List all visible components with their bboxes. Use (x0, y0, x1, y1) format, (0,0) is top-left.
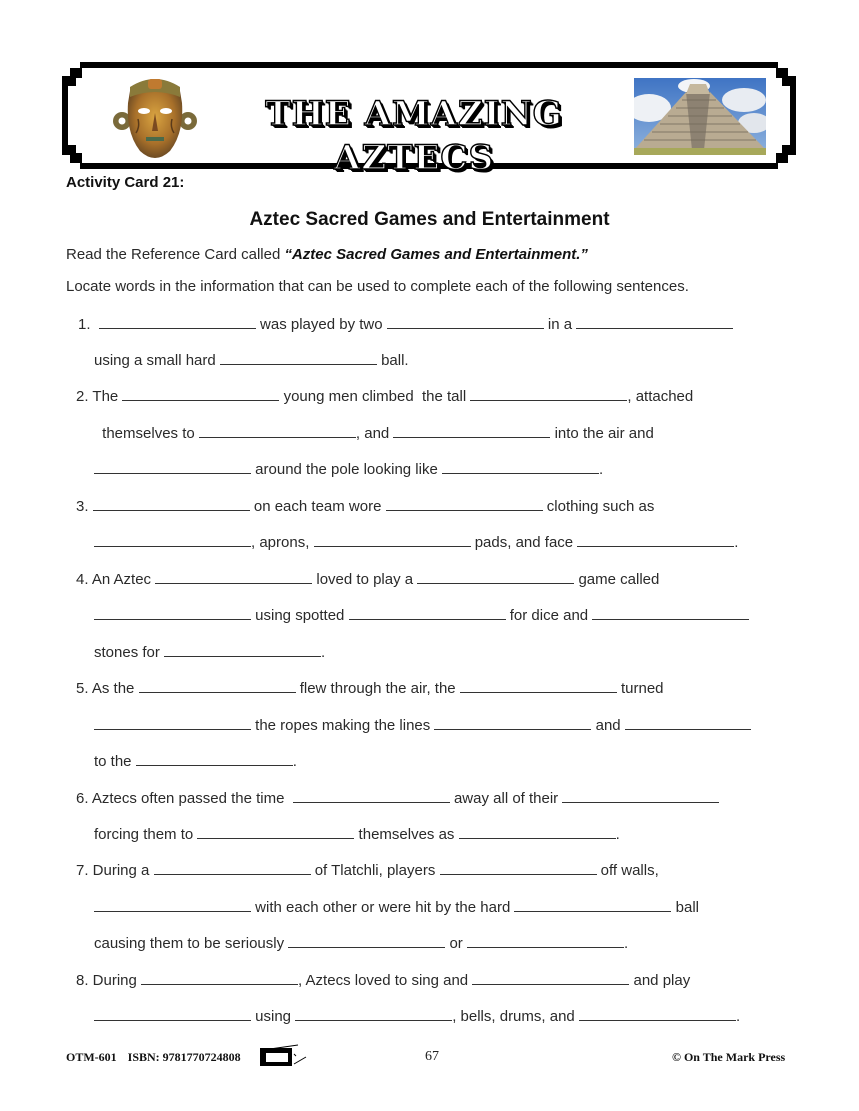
sentence-text: and play (629, 972, 691, 989)
sentence-text: and (591, 717, 625, 734)
question-7-continuation (94, 898, 699, 916)
answer-blank[interactable] (576, 315, 733, 329)
sentence-text: pads, and face (470, 534, 578, 551)
sentence-text: for dice and (505, 607, 593, 624)
sentence-text: clothing such as (542, 498, 655, 515)
sentence-text: stones for (94, 644, 165, 661)
answer-blank[interactable] (93, 497, 250, 511)
answer-blank[interactable] (514, 898, 671, 912)
question-8-continuation (94, 1007, 740, 1025)
answer-blank[interactable] (625, 716, 751, 730)
sentence-text: , attached (627, 388, 694, 405)
answer-blank[interactable] (155, 570, 312, 584)
answer-blank[interactable] (417, 570, 574, 584)
frame-corner (62, 76, 76, 86)
answer-blank[interactable] (393, 424, 550, 438)
answer-blank[interactable] (592, 606, 749, 620)
answer-blank[interactable] (293, 789, 450, 803)
sentence-text: 6. Aztecs often passed the time (76, 790, 293, 807)
question-6 (76, 789, 719, 807)
question-2 (76, 387, 693, 405)
answer-blank[interactable] (94, 533, 251, 547)
sentence-text: away all of their (449, 790, 563, 807)
question-5-continuation (94, 716, 751, 734)
sentence-text: forcing them to (94, 826, 198, 843)
copyright: © On The Mark Press (672, 1050, 786, 1064)
answer-blank[interactable] (99, 315, 256, 329)
sentence-text: 7. During a (76, 862, 154, 879)
question-4-continuation (94, 606, 749, 624)
question-3 (76, 497, 654, 515)
sentence-text: 5. As the (76, 680, 139, 697)
answer-blank[interactable] (349, 606, 506, 620)
aztec-mask-image (110, 73, 200, 165)
answer-blank[interactable] (136, 752, 293, 766)
product-code: OTM-601 (66, 1050, 117, 1064)
isbn: ISBN: 9781770724808 (127, 1050, 241, 1064)
question-2-continuation (94, 460, 603, 478)
sentence-text: . (292, 753, 297, 770)
sentence-text: with each other or were hit by the hard (251, 899, 515, 916)
sentence-text: . (735, 1008, 741, 1025)
sentence-text: using (251, 1008, 296, 1025)
answer-blank[interactable] (442, 460, 599, 474)
sentence-text: off walls, (596, 862, 659, 879)
question-7 (76, 861, 659, 879)
activity-card-label: Activity Card 21: (66, 174, 185, 191)
answer-blank[interactable] (94, 716, 251, 730)
sentence-text: flew through the air, the (295, 680, 460, 697)
sentence-text: turned (616, 680, 664, 697)
sentence-text: of Tlatchli, players (310, 862, 440, 879)
question-5-continuation (94, 752, 297, 770)
answer-blank[interactable] (141, 971, 298, 985)
banner-title: THE AMAZING AZTECS (265, 94, 563, 178)
answer-blank[interactable] (94, 1007, 251, 1021)
question-1-continuation (94, 351, 409, 369)
sentence-text: themselves as (354, 826, 459, 843)
reference-card-title: “Aztec Sacred Games and Entertainment.” (284, 246, 588, 263)
answer-blank[interactable] (220, 351, 377, 365)
answer-blank[interactable] (562, 789, 719, 803)
answer-blank[interactable] (94, 460, 251, 474)
sentence-text: causing them to be seriously (94, 935, 289, 952)
answer-blank[interactable] (460, 679, 617, 693)
question-2-continuation (98, 424, 654, 442)
sentence-text: using a small hard (94, 352, 220, 369)
instruction-locate-words: Locate words in the information that can be used to complete each of the following sentences. (66, 278, 689, 295)
sentence-text: into the air and (550, 425, 654, 442)
answer-blank[interactable] (197, 825, 354, 839)
frame-corner (782, 76, 796, 86)
sentence-text: game called (574, 571, 660, 588)
answer-blank[interactable] (472, 971, 629, 985)
question-5 (76, 679, 664, 697)
answer-blank[interactable] (470, 387, 627, 401)
sentence-text: 4. An Aztec (76, 571, 156, 588)
sentence-text: , aprons, (251, 534, 314, 551)
page-number: 67 (425, 1049, 439, 1064)
sentence-text: was played by two (255, 316, 387, 333)
answer-blank[interactable] (579, 1007, 736, 1021)
answer-blank[interactable] (139, 679, 296, 693)
sentence-text: , Aztecs loved to sing and (298, 972, 473, 989)
answer-blank[interactable] (154, 861, 311, 875)
frame-border-left (62, 84, 68, 147)
sentence-text: using spotted (251, 607, 349, 624)
answer-blank[interactable] (288, 934, 445, 948)
answer-blank[interactable] (314, 533, 471, 547)
sentence-text: 2. The (76, 388, 123, 405)
frame-border-right (790, 84, 796, 147)
sentence-text: ball (671, 899, 700, 916)
answer-blank[interactable] (434, 716, 591, 730)
sentence-text: 8. During (76, 972, 142, 989)
answer-blank[interactable] (387, 315, 544, 329)
sentence-text: 3. (76, 498, 93, 515)
publisher-logo-icon (258, 1044, 310, 1068)
question-4-continuation (94, 643, 325, 661)
sentence-text: 1. (78, 316, 99, 333)
sentence-text: or (445, 935, 467, 952)
answer-blank[interactable] (199, 424, 356, 438)
answer-blank[interactable] (164, 643, 321, 657)
sentence-text: . (615, 826, 620, 843)
answer-blank[interactable] (94, 898, 251, 912)
sentence-text: , bells, drums, and (452, 1008, 579, 1025)
sentence-text: to the (94, 753, 136, 770)
sentence-text: . (598, 461, 604, 478)
sentence-text: on each team wore (249, 498, 386, 515)
answer-blank[interactable] (577, 533, 734, 547)
answer-blank[interactable] (467, 934, 624, 948)
instruction-text: Read the Reference Card called (66, 246, 285, 263)
answer-blank[interactable] (94, 606, 251, 620)
frame-border-top (80, 62, 778, 68)
instruction-read-reference (66, 246, 588, 263)
card-title: Aztec Sacred Games and Entertainment (249, 209, 610, 230)
question-1 (78, 315, 733, 333)
sentence-text: , and (355, 425, 394, 442)
question-6-continuation (94, 825, 620, 843)
question-3-continuation (94, 533, 738, 551)
pyramid-photo (634, 78, 766, 155)
question-8 (76, 971, 690, 989)
sentence-text: . (734, 534, 739, 551)
sentence-text: around the pole looking like (251, 461, 442, 478)
frame-corner (62, 145, 76, 155)
footer-publication-info (66, 1050, 241, 1065)
answer-blank[interactable] (386, 497, 543, 511)
sentence-text: young men climbed the tall (279, 388, 471, 405)
answer-blank[interactable] (295, 1007, 452, 1021)
sentence-text: loved to play a (312, 571, 418, 588)
answer-blank[interactable] (440, 861, 597, 875)
sentence-text: . (623, 935, 629, 952)
answer-blank[interactable] (459, 825, 616, 839)
sentence-text: the ropes making the lines (251, 717, 435, 734)
sentence-text: ball. (376, 352, 409, 369)
sentence-text: in a (543, 316, 577, 333)
sentence-text: . (321, 644, 326, 661)
sentence-text: themselves to (98, 425, 199, 442)
question-7-continuation (94, 934, 628, 952)
frame-corner (782, 145, 796, 155)
question-4 (76, 570, 659, 588)
answer-blank[interactable] (122, 387, 279, 401)
